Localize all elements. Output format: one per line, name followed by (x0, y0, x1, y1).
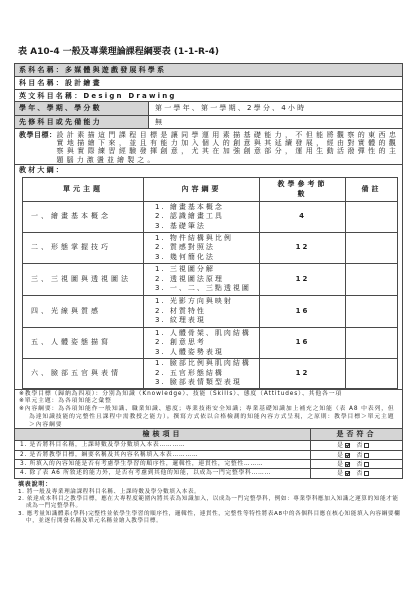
prerequisite-label: 先修科目或先備能力 (15, 116, 149, 128)
no-checkbox[interactable] (364, 453, 369, 458)
content-item: 1. 三視圖分解 (155, 265, 215, 274)
objective-row (15, 129, 402, 165)
yes-label: 是 (336, 470, 344, 477)
syllabus-table (14, 63, 403, 479)
checklist-item-header: 檢核項目 (142, 430, 183, 438)
content-item: 3. 幾何簡化法 (155, 252, 215, 261)
unit-note (346, 233, 398, 264)
unit-topic: 四、光線與質感 (23, 296, 144, 328)
objective-text: 設計素描這門課程目標是讓同學運用素描基礎能力，不但能將觀察的東西忠實地描繪下來，並且有能力加入個人的創意與其延續發展，經由對實體的觀察與實際練習經驗發揮創意，尤其在加強創意部分，運用生動活潑彈性的主題腦力激盪並繪製之。 (56, 130, 399, 164)
outline-label: 教材大綱： (19, 166, 65, 174)
content-item: 1. 人體骨架、肌肉結構 (155, 328, 251, 337)
content-item: 3. 臉部表情類型表現 (155, 378, 242, 387)
checklist-status (311, 451, 402, 459)
checklist-status (311, 460, 402, 468)
instructions-title: 填表說明： (18, 481, 53, 488)
unit-content (144, 202, 260, 233)
unit-hours: 12 (260, 264, 346, 296)
checklist-item-text: 4. 除了表 A6 所敘述的能力外，是否有考慮到其他的知能，以成為一門完整學科……… (15, 469, 311, 478)
table-row (23, 233, 398, 264)
table-row (23, 328, 398, 359)
unit-note (346, 296, 398, 328)
checklist-status (311, 469, 402, 478)
col-content-header: 內容綱要 (144, 178, 260, 202)
no-label: 否 (356, 442, 364, 449)
checklist-row (15, 441, 402, 451)
prerequisite-value: 無 (155, 117, 165, 126)
unit-hours: 4 (260, 202, 346, 233)
checklist-row (15, 460, 402, 469)
english-name-row: 英文科目名稱：Design Drawing (15, 90, 402, 102)
unit-topic: 一、繪畫基本概念 (23, 202, 144, 233)
checklist-row (15, 469, 402, 479)
yes-checkbox[interactable] (345, 453, 350, 458)
col-hours-header-text: 教學參考節數 (277, 180, 328, 199)
content-item: 1. 臉部比例與肌肉結構 (155, 359, 251, 368)
no-label: 否 (356, 451, 364, 459)
content-item: 3. 紋理表現 (155, 316, 206, 325)
checklist-status-header: 是否符合 (336, 430, 377, 438)
content-item: 2. 材質特性 (155, 306, 206, 315)
unit-hours: 12 (260, 233, 346, 264)
unit-content (144, 296, 260, 328)
course-name-row: 科目名稱：設計繪畫 (15, 77, 402, 90)
unit-topic: 三、三視圖與透視圖法 (23, 264, 144, 296)
department-row: 系科名稱：多媒體與遊戲發展科學系 (15, 64, 402, 77)
yes-checkbox[interactable] (345, 443, 350, 448)
no-label: 否 (356, 460, 364, 468)
note-content-outline: ※內容綱要：為各項知能作一般知識、職業知識、態度；專業技術安全知識；專業基礎知識加上補充之知能（表 A8 中表列，但為達知識技能的完整性且課程中需教授之能力）。撰寫方式依以合格檢測的知能內容方式呈現，之原則：教學目標＞單元主題＞內容綱要 (19, 406, 395, 428)
content-item: 3. 一、二、三點透視圖 (155, 284, 251, 293)
note-unit-topic: ※單元主題：為各項知能之彙整 (19, 398, 112, 405)
outline-header-row (23, 178, 398, 202)
content-item: 2. 質感對照法 (155, 243, 215, 252)
instruction-item: 2. 依達成本科目之教學目標，應在大專程度範圍內將其表為知識加入，以成為一門完整學科，例如：專業學科應加入知識之運算的知能才能成為一門完整學科。 (18, 496, 399, 510)
unit-content (144, 264, 260, 296)
checklist-status (311, 441, 402, 450)
note-objective: ※教學目標（歸納為四項）：分別為知識（Knowledge）、技能（Skills）、態度（Attitudes）、其他各一項 (19, 390, 343, 397)
notes-row (15, 390, 402, 429)
outline-section (15, 165, 402, 390)
yes-label: 是 (336, 442, 344, 449)
instructions (18, 481, 403, 525)
table-row (23, 202, 398, 233)
objective-label: 教學目標： (19, 130, 57, 139)
col-note-header: 備註 (346, 178, 398, 202)
unit-topic: 五、人體姿態描寫 (23, 328, 144, 359)
checklist-item-header-cell (15, 429, 311, 440)
content-item: 3. 人體姿勢表現 (155, 347, 224, 356)
content-item: 2. 五官形態結構 (155, 368, 224, 377)
no-checkbox[interactable] (364, 462, 369, 467)
content-item: 1. 繪畫基本概念 (155, 202, 224, 211)
outline-table (22, 177, 398, 389)
unit-note (346, 202, 398, 233)
unit-note (346, 328, 398, 359)
unit-content (144, 328, 260, 359)
content-item: 2. 認識繪畫工具 (155, 212, 224, 221)
unit-note (346, 264, 398, 296)
instruction-item: 1. 將一般及專業理論課程科目名稱、上課時數及學分數填入本表。 (18, 489, 201, 495)
col-topic-header: 單元主題 (23, 178, 144, 202)
no-label: 否 (356, 470, 364, 477)
content-item: 1. 光影方向與映射 (155, 297, 233, 306)
checklist-item-text: 3. 所填入的內容知能是否有考慮學生學習的順序性，邏輯性，連貫性，完整性……… (15, 460, 311, 468)
unit-topic: 六、臉部五官與表情 (23, 359, 144, 389)
unit-hours: 16 (260, 328, 346, 359)
term-value: 第一學年、第一學期、2學分、4小時 (155, 104, 307, 112)
document-title: 表 A10-4 一般及專業理論課程綱要表 (1-1-R-4) (18, 47, 220, 57)
content-item: 2. 創意思考 (155, 338, 206, 347)
prerequisite-row (15, 116, 402, 129)
no-checkbox[interactable] (364, 443, 369, 448)
no-checkbox[interactable] (364, 471, 369, 476)
unit-topic: 二、形態掌握技巧 (23, 233, 144, 264)
yes-checkbox[interactable] (345, 462, 350, 467)
content-item: 2. 透視圖法原理 (155, 274, 224, 283)
yes-label: 是 (336, 451, 344, 459)
yes-label: 是 (336, 460, 344, 468)
checklist-row (15, 451, 402, 460)
table-row (23, 359, 398, 389)
checklist-item-text: 2. 是否將教學目標，綱要名稱及其內容名稱填入本表………… (15, 451, 311, 459)
unit-hours: 12 (260, 359, 346, 389)
term-row (15, 102, 402, 116)
unit-note (346, 359, 398, 389)
unit-content (144, 359, 260, 389)
checklist-status-header-cell (311, 429, 402, 440)
table-row (23, 296, 398, 328)
unit-content (144, 233, 260, 264)
table-row (23, 264, 398, 296)
unit-hours: 16 (260, 296, 346, 328)
instruction-item: 3. 應考量知識體系(學科)完整性並依學生學習的順序性，邏輯性，連貫性，完整性等特性將表A8中的各個科目應在核心知能填入內容綱要欄中，並逐行開發名稱及單元名稱並繪入教學目標。 (18, 510, 401, 524)
col-hours-header (260, 178, 346, 202)
content-item: 1. 物件結構與比例 (155, 233, 233, 242)
checklist-header (15, 429, 402, 441)
checklist-item-text: 1. 是否將科目名稱，上課時數及學分數填入本表………… (15, 441, 311, 450)
term-label: 學年、學期、學分數 (15, 102, 149, 115)
yes-checkbox[interactable] (345, 471, 350, 476)
content-item: 3. 基礎筆法 (155, 221, 206, 230)
